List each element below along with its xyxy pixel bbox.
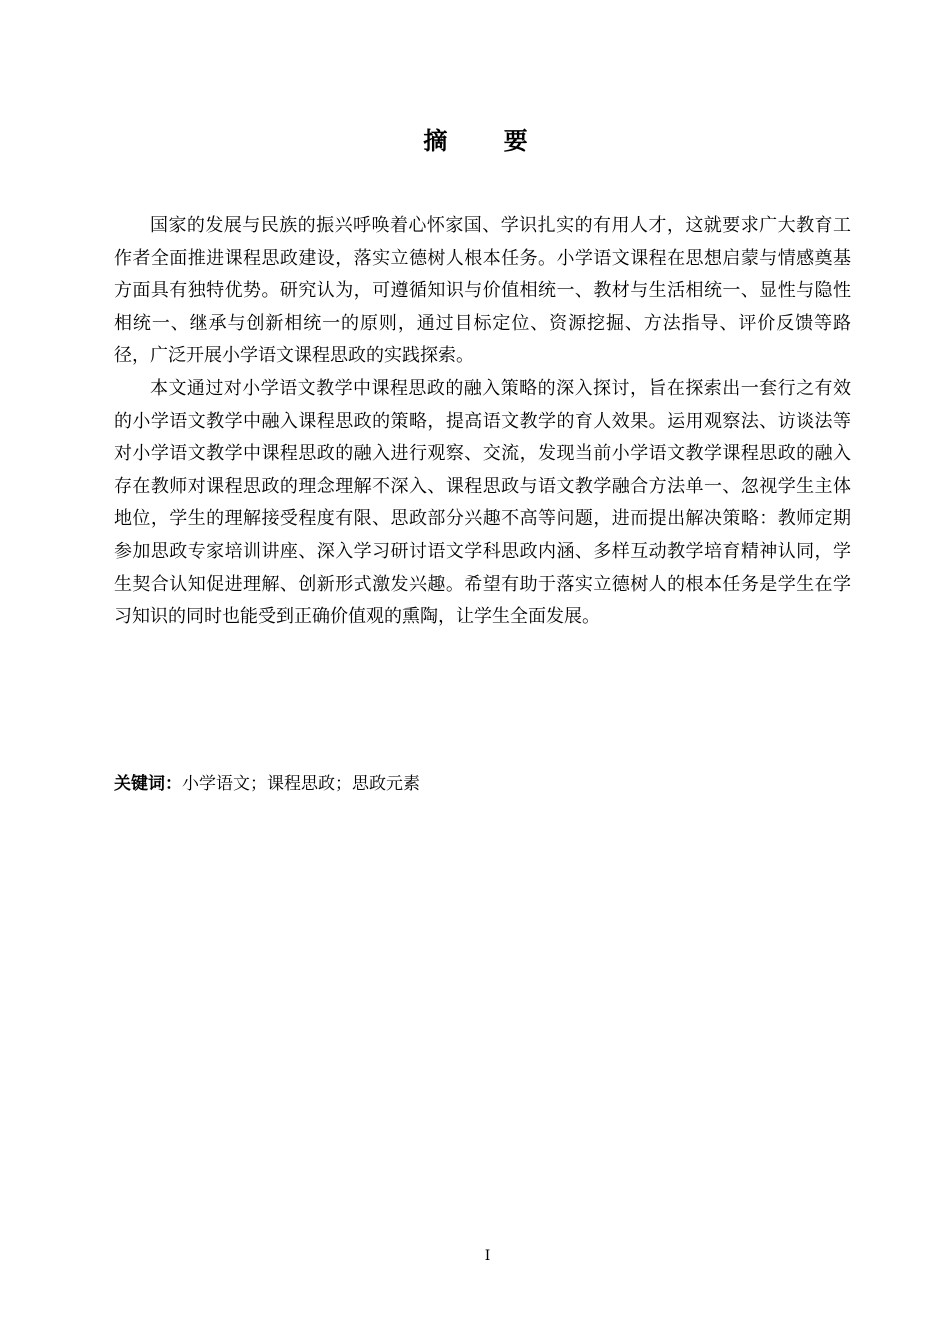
keywords-value: 小学语文；课程思政；思政元素 [182, 774, 420, 794]
abstract-body [114, 210, 851, 634]
page-number: I [484, 1248, 491, 1264]
page-title: 摘 要 [423, 126, 552, 155]
abstract-paragraph: 国家的发展与民族的振兴呼唤着心怀家国、学识扎实的有用人才，这就要求广大教育工作者全面推进课程思政建设，落实立德树人根本任务。小学语文课程在思想启蒙与情感奠基方面具有独特优势。研究认为，可遵循知识与价值相统一、教材与生活相统一、显性与隐性相统一、继承与创新相统一的原则，通过目标定位、资源挖掘、方法指导、评价反馈等路径，广泛开展小学语文课程思政的实践探索。 [114, 215, 851, 367]
keywords-line [114, 769, 851, 799]
abstract-paragraph: 本文通过对小学语文教学中课程思政的融入策略的深入探讨，旨在探索出一套行之有效的小学语文教学中融入课程思政的策略，提高语文教学的育人效果。运用观察法、访谈法等对小学语文教学中课程思政的融入进行观察、交流，发现当前小学语文教学课程思政的融入存在教师对课程思政的理念理解不深入、课程思政与语文教学融合方法单一、忽视学生主体地位，学生的理解接受程度有限、思政部分兴趣不高等问题，进而提出解决策略：教师定期参加思政专家培训讲座、深入学习研讨语文学科思政内涵、多样互动教学培育精神认同，学生契合认知促进理解、创新形式激发兴趣。希望有助于落实立德树人的根本任务是学生在学习知识的同时也能受到正确价值观的熏陶，让学生全面发展。 [114, 377, 851, 628]
keywords-label: 关键词： [114, 774, 182, 794]
